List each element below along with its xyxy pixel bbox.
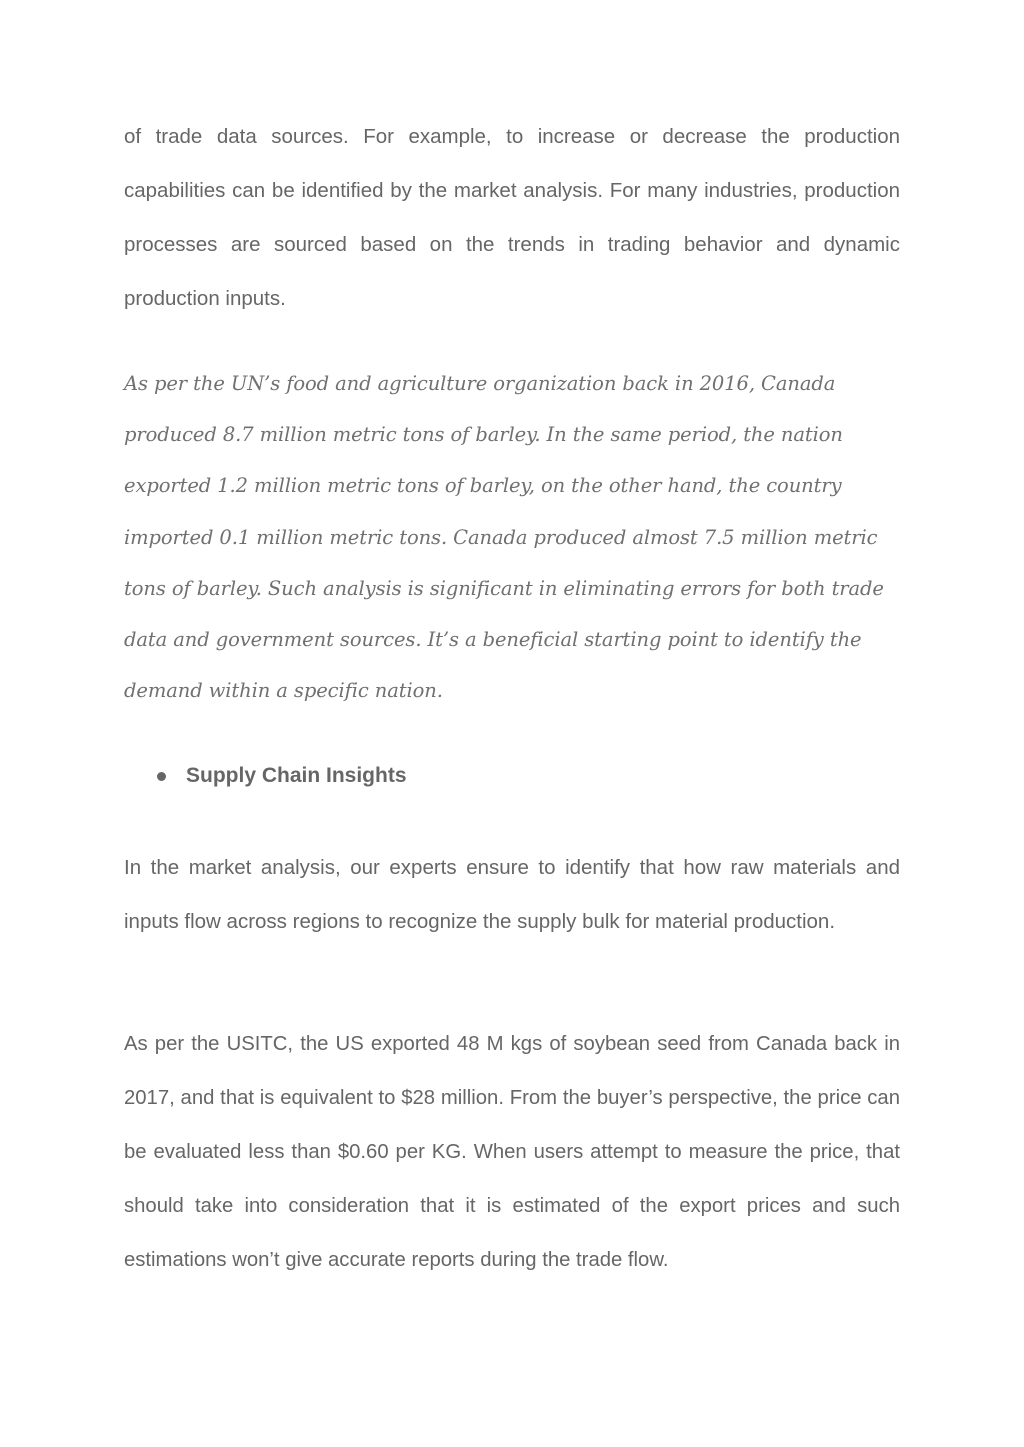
body-paragraph-usitc-soybean: As per the USITC, the US exported 48 M kgs of soybean seed from Canada back in 2017, and that is equivalent to $28 million. From the buyer’s perspective, the price can be evaluated less than $0.60 per KG. When users attempt to measure the price, that should take into consideration that it is estimated of the export prices and such estimations won’t give accurate reports during the trade flow.: [124, 1033, 900, 1271]
body-paragraph-market-analysis: In the market analysis, our experts ensure to identify that how raw materials and inputs flow across regions to recognize the supply bulk for material production.: [124, 856, 900, 933]
bullet-icon: [157, 772, 166, 781]
bullet-list-item: [124, 756, 900, 796]
section-heading-supply-chain: Supply Chain Insights: [186, 764, 407, 787]
italic-paragraph-barley-stats: As per the UN’s food and agriculture organization back in 2016, Canada produced 8.7 million metric tons of barley. In the same period, the nation exported 1.2 million metric tons of barley, on the other hand, the country imported 0.1 million metric tons. Canada produced almost 7.5 million metric tons of barley. Such analysis is significant in eliminating errors for both trade data and government sources. It’s a beneficial starting point to identify the demand within a specific nation.: [124, 372, 884, 703]
body-paragraph-trade-data: of trade data sources. For example, to increase or decrease the production capabilities can be identified by the market analysis. For many industries, production processes are sourced based on the trends in trading behavior and dynamic production inputs.: [124, 125, 900, 310]
